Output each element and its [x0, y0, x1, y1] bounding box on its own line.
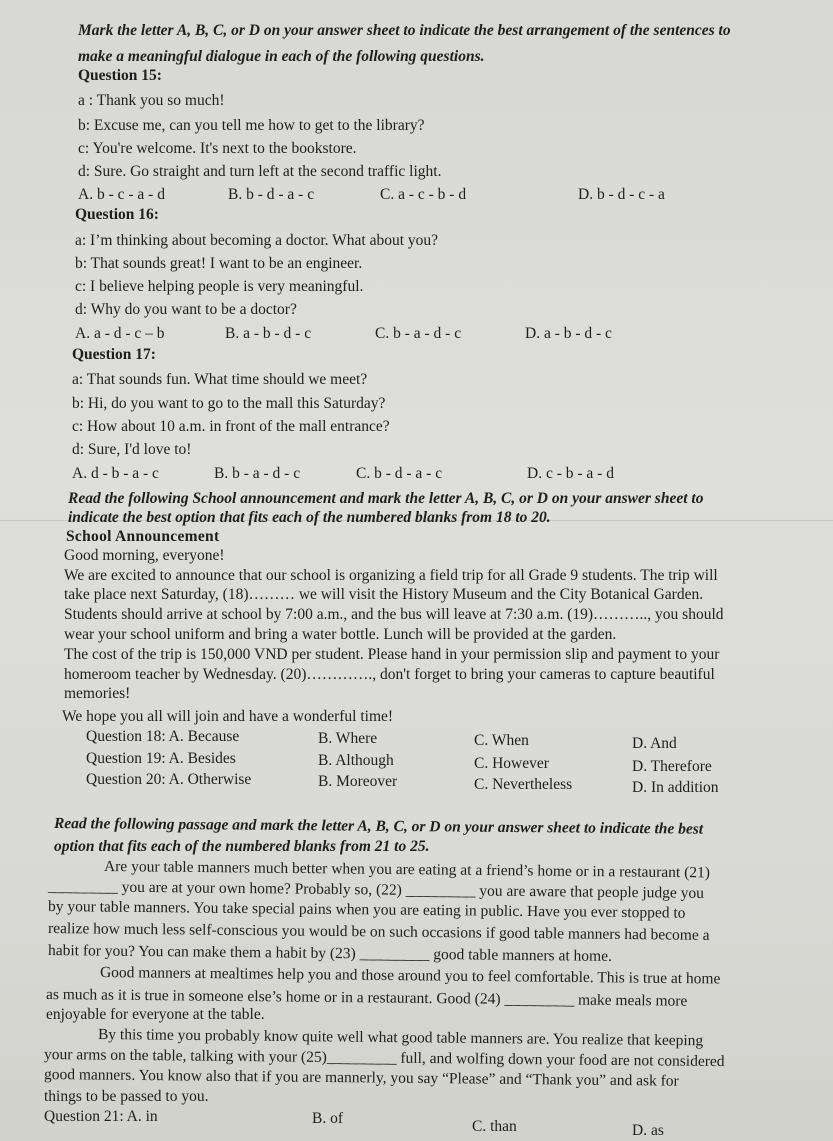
q18-option-d: D. And	[632, 735, 677, 752]
q16-line-d: d: Why do you want to be a doctor?	[75, 301, 297, 318]
announcement-title: School Announcement	[66, 528, 220, 545]
instruction-part2-line1: Read the following School announcement and mark the letter A, B, C, or D on your answer sheet to	[68, 490, 704, 507]
q15-option-a: A. b - c - a - d	[78, 186, 165, 203]
q15-option-b: B. b - d - a - c	[228, 186, 315, 203]
q17-line-b: b: Hi, do you want to go to the mall this Saturday?	[72, 395, 386, 412]
question-17-title: Question 17:	[72, 346, 156, 363]
announcement-greeting: Good morning, everyone!	[64, 547, 225, 564]
announcement-line-1: We are excited to announce that our school is organizing a field trip for all Grade 9 students. The trip will	[64, 567, 718, 584]
question-18-label: Question 18: A. Because	[86, 728, 240, 745]
instruction-part1-line2: make a meaningful dialogue in each of the following questions.	[78, 48, 485, 65]
q21-option-c: C. than	[472, 1118, 517, 1135]
q19-option-d: D. Therefore	[632, 758, 712, 775]
question-16-title: Question 16:	[75, 206, 159, 223]
q17-line-a: a: That sounds fun. What time should we meet?	[72, 371, 368, 388]
announcement-line-5: The cost of the trip is 150,000 VND per student. Please hand in your permission slip and payment to your	[64, 646, 720, 663]
announcement-line-3: Students should arrive at school by 7:00 a.m., and the bus will leave at 7:30 a.m. (19)……….., you should	[64, 606, 724, 623]
instruction-part3-line2: option that fits each of the numbered blanks from 21 to 25.	[54, 838, 430, 855]
q16-option-c: C. b - a - d - c	[375, 325, 462, 342]
question-15-title: Question 15:	[78, 67, 162, 84]
passage-line-9: By this time you probably know quite well what good table manners are. You realize that keeping	[97, 1026, 704, 1050]
q17-option-d: D. c - b - a - d	[527, 465, 614, 482]
q17-option-c: C. b - d - a - c	[356, 465, 443, 482]
question-19-label: Question 19: A. Besides	[86, 750, 236, 767]
passage-line-3: by your table manners. You take special pains when you are eating in public. Have you ever stopped to	[47, 898, 686, 922]
q15-line-c: c: You're welcome. It's next to the bookstore.	[78, 140, 357, 157]
passage-line-2: _________ you are at your own home? Probably so, (22) _________ you are aware that people judge you	[47, 878, 705, 902]
passage-line-10: your arms on the table, talking with your (25)_________ full, and wolfing down your food are not considered	[43, 1046, 725, 1071]
announcement-line-4: wear your school uniform and bring a water bottle. Lunch will be provided at the garden.	[64, 626, 617, 643]
instruction-part3-line1: Read the following passage and mark the letter A, B, C, or D on your answer sheet to indicate the best	[53, 815, 704, 838]
q18-option-b: B. Where	[318, 730, 378, 747]
passage-line-4: realize how much less self-conscious you would be on such occasions if good table manners had become a	[47, 920, 710, 944]
q16-option-b: B. a - b - d - c	[225, 325, 312, 342]
q21-option-d: D. as	[632, 1122, 664, 1139]
q19-option-c: C. However	[474, 755, 549, 772]
question-20-label: Question 20: A. Otherwise	[86, 771, 252, 788]
passage-line-11: good manners. You know also that if you are mannerly, you say “Please” and “Thank you” and ask for	[43, 1066, 679, 1090]
passage-line-8: enjoyable for everyone at the table.	[46, 1006, 265, 1023]
q20-option-b: B. Moreover	[318, 773, 398, 790]
q15-line-b: b: Excuse me, can you tell me how to get to the library?	[78, 117, 425, 134]
q19-option-b: B. Although	[318, 752, 394, 769]
q16-option-a: A. a - d - c – b	[75, 325, 165, 342]
passage-line-1: Are your table manners much better when you are eating at a friend’s home or in a restaurant (21)	[103, 858, 711, 882]
q21-option-b: B. of	[312, 1110, 343, 1127]
announcement-line-2: take place next Saturday, (18)……… we will visit the History Museum and the City Botanical Garden.	[64, 586, 704, 603]
question-21-label: Question 21: A. in	[44, 1108, 158, 1125]
q20-option-c: C. Nevertheless	[474, 776, 573, 793]
q17-line-c: c: How about 10 a.m. in front of the mall entrance?	[72, 418, 390, 435]
instruction-part2-line2: indicate the best option that fits each of the numbered blanks from 18 to 20.	[68, 509, 551, 526]
passage-line-12: things to be passed to you.	[44, 1088, 209, 1105]
passage-line-5: habit for you? You can make them a habit by (23) _________ good table manners at home.	[47, 942, 612, 965]
q16-option-d: D. a - b - d - c	[525, 325, 612, 342]
instruction-part1-line1: Mark the letter A, B, C, or D on your answer sheet to indicate the best arrangement of the sentences to	[78, 22, 731, 39]
q16-line-c: c: I believe helping people is very meaningful.	[75, 278, 364, 295]
announcement-line-8: We hope you all will join and have a wonderful time!	[62, 708, 394, 725]
q15-option-c: C. a - c - b - d	[380, 186, 467, 203]
q17-line-d: d: Sure, I'd love to!	[72, 441, 192, 458]
q16-line-a: a: I’m thinking about becoming a doctor. What about you?	[75, 232, 439, 249]
passage-line-7: as much as it is true in someone else’s home or in a restaurant. Good (24) _________ make meals more	[45, 986, 688, 1010]
q15-line-a: a : Thank you so much!	[78, 92, 225, 109]
q17-option-b: B. b - a - d - c	[214, 465, 301, 482]
announcement-line-6: homeroom teacher by Wednesday. (20)…………., don't forget to bring your cameras to capture beautiful	[64, 666, 715, 683]
q20-option-d: D. In addition	[632, 779, 719, 796]
announcement-line-7: memories!	[64, 685, 131, 702]
q15-option-d: D. b - d - c - a	[578, 186, 665, 203]
q16-line-b: b: That sounds great! I want to be an engineer.	[75, 255, 363, 272]
q17-option-a: A. d - b - a - c	[72, 465, 159, 482]
passage-line-6: Good manners at mealtimes help you and those around you to feel comfortable. This is true at home	[99, 964, 721, 988]
q15-line-d: d: Sure. Go straight and turn left at the second traffic light.	[78, 163, 442, 180]
q18-option-c: C. When	[474, 732, 529, 749]
